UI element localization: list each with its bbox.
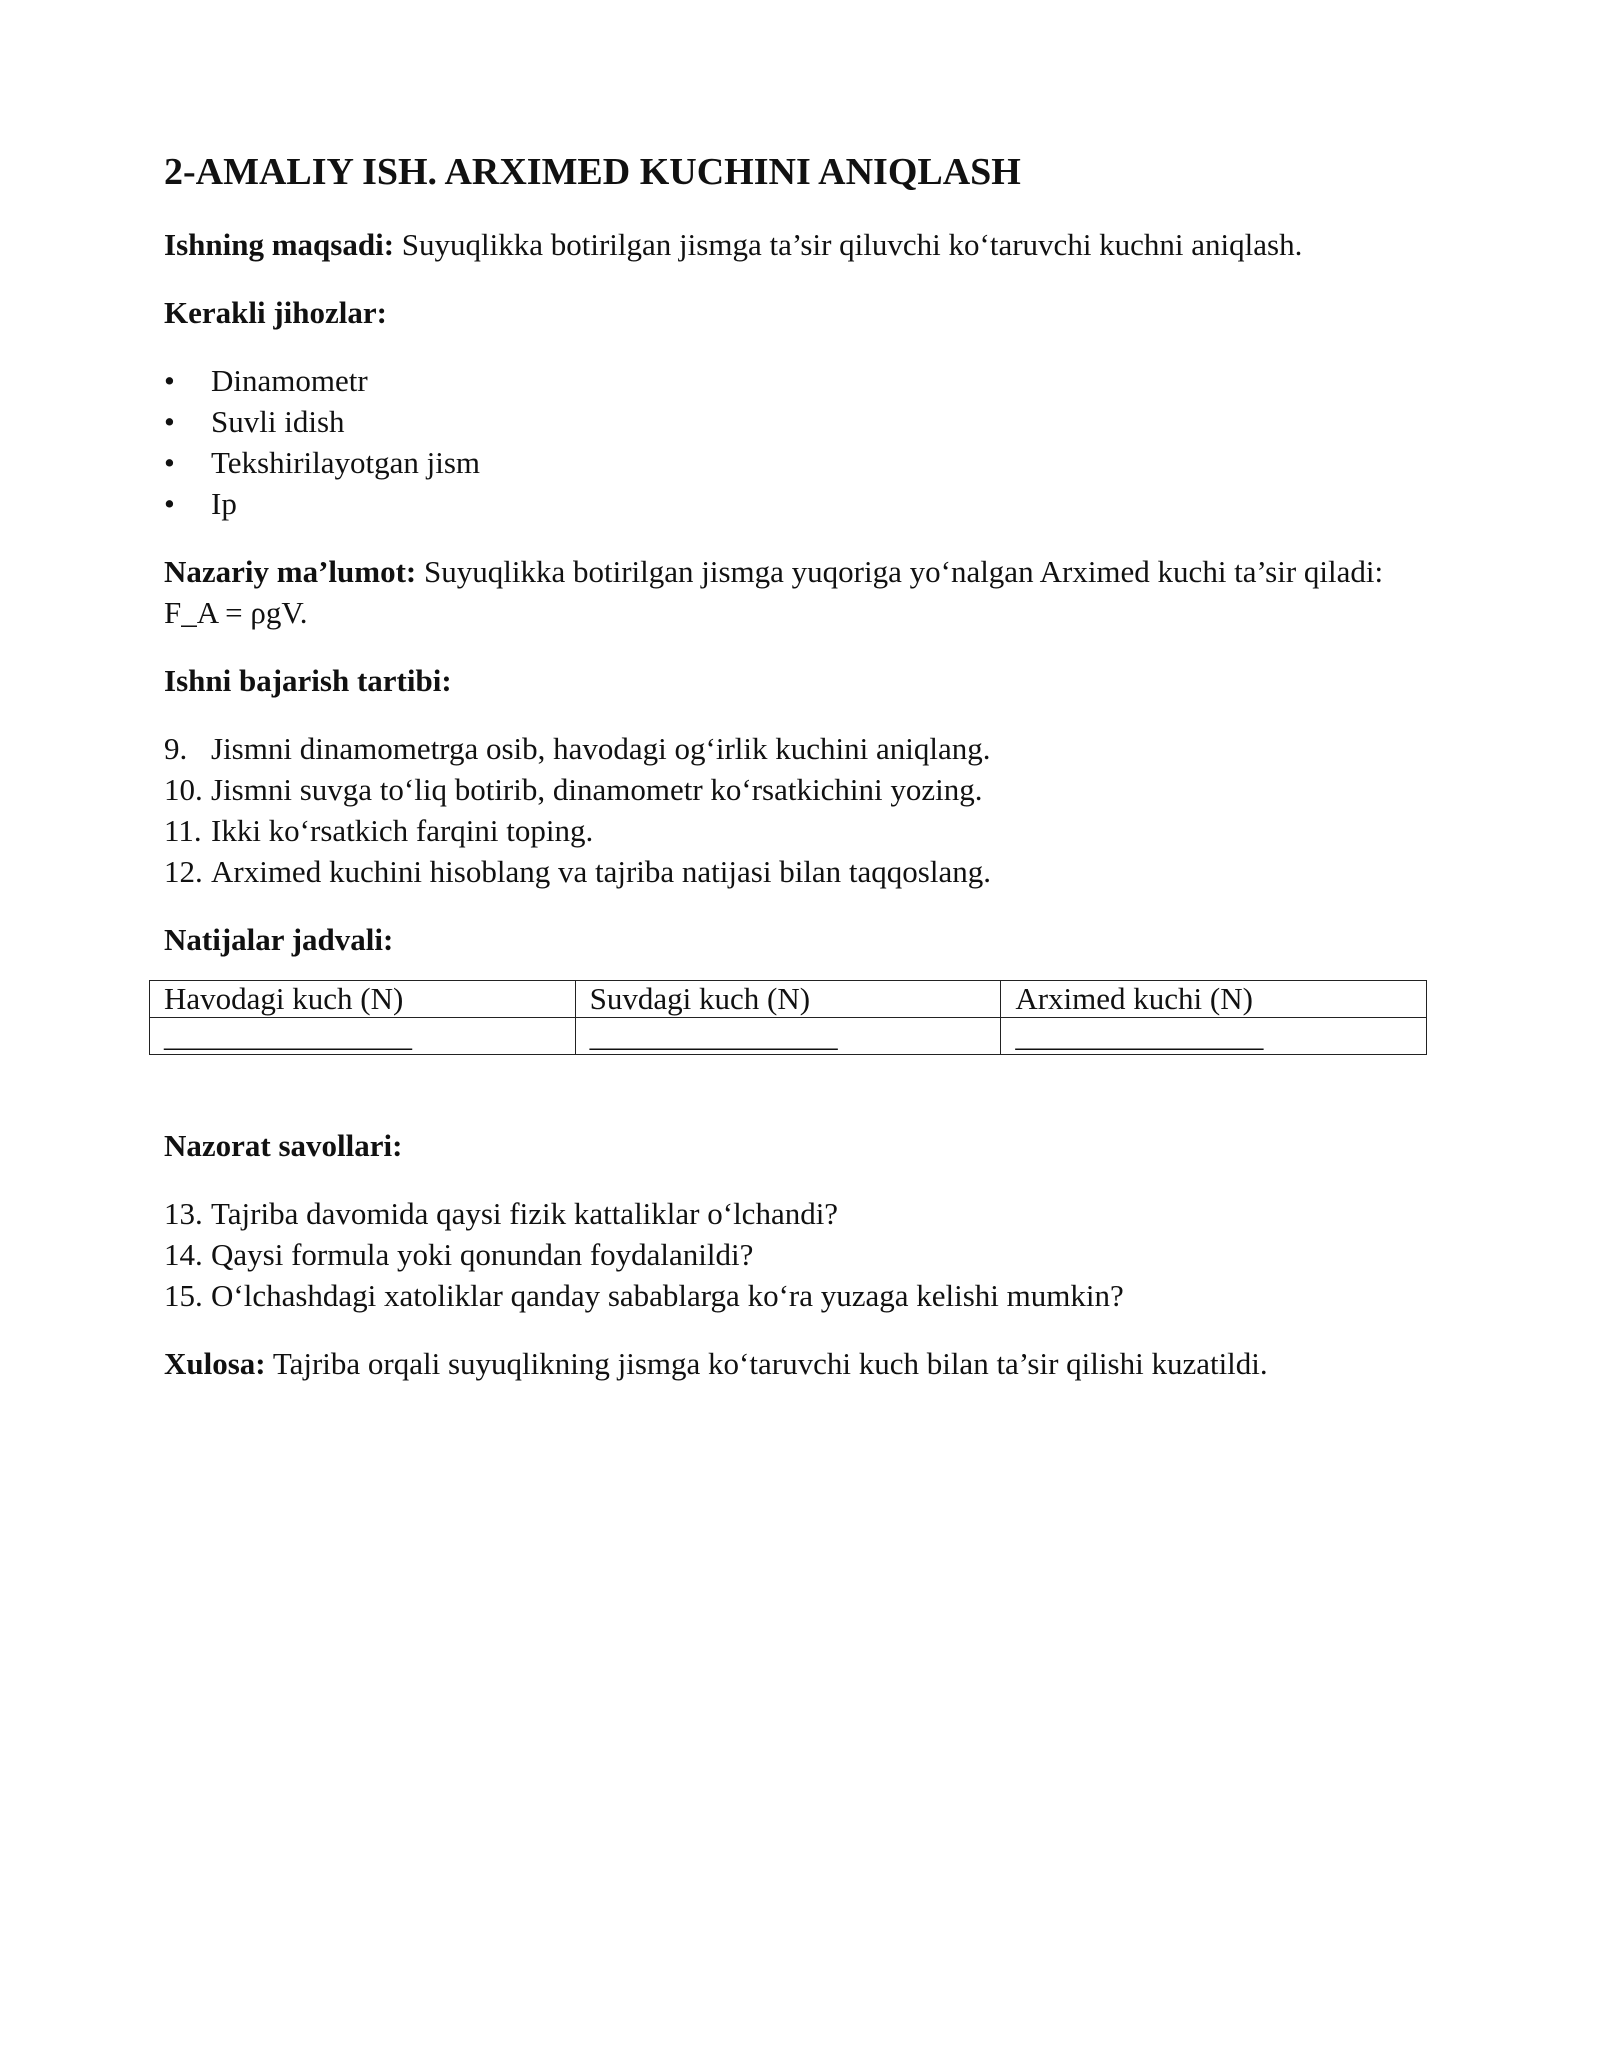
procedure-list xyxy=(164,728,1440,892)
list-item xyxy=(164,1193,1440,1234)
table-header-row xyxy=(150,981,1427,1018)
purpose-text: Suyuqlikka botirilgan jismga ta’sir qiluvchi ko‘taruvchi kuchni aniqlash. xyxy=(401,227,1303,262)
bullet-icon: • xyxy=(164,486,175,521)
list-item xyxy=(164,769,1440,810)
procedure-label: Ishni bajarish tartibi: xyxy=(164,663,452,698)
list-item xyxy=(164,1234,1440,1275)
conclusion-paragraph xyxy=(164,1343,1440,1384)
equipment-item: Tekshirilayotgan jism xyxy=(211,445,481,480)
list-item xyxy=(164,401,1440,442)
results-label: Natijalar jadvali: xyxy=(164,922,394,957)
list-item xyxy=(164,1275,1440,1316)
question-text: Qaysi formula yoki qonundan foydalanildi? xyxy=(211,1237,754,1272)
equipment-label: Kerakli jihozlar: xyxy=(164,295,387,330)
step-number: 10. xyxy=(164,772,203,807)
purpose-label: Ishning maqsadi: xyxy=(164,227,395,262)
equipment-heading xyxy=(164,292,1440,333)
table-header-cell: Arximed kuchi (N) xyxy=(1001,981,1427,1018)
step-text: Arximed kuchini hisoblang va tajriba natijasi bilan taqqoslang. xyxy=(211,854,991,889)
list-item xyxy=(164,728,1440,769)
results-table xyxy=(149,980,1427,1055)
equipment-item: Ip xyxy=(211,486,237,521)
conclusion-text: Tajriba orqali suyuqlikning jismga ko‘taruvchi kuch bilan ta’sir qilishi kuzatildi. xyxy=(272,1346,1268,1381)
step-text: Jismni dinamometrga osib, havodagi og‘irlik kuchini aniqlang. xyxy=(211,731,991,766)
list-item xyxy=(164,360,1440,401)
theory-formula: F_A = ρgV. xyxy=(164,595,308,630)
step-number: 11. xyxy=(164,813,202,848)
step-number: 9. xyxy=(164,731,188,766)
bullet-icon: • xyxy=(164,404,175,439)
theory-text: Suyuqlikka botirilgan jismga yuqoriga yo‘nalgan Arximed kuchi ta’sir qiladi: xyxy=(424,554,1384,589)
list-item xyxy=(164,442,1440,483)
theory-label: Nazariy ma’lumot: xyxy=(164,554,417,589)
bullet-icon: • xyxy=(164,445,175,480)
table-blank-cell[interactable]: ________________ xyxy=(575,1018,1001,1055)
table-row xyxy=(150,1018,1427,1055)
table-header-cell: Havodagi kuch (N) xyxy=(150,981,576,1018)
list-item xyxy=(164,851,1440,892)
equipment-list xyxy=(164,360,1440,524)
table-header-cell: Suvdagi kuch (N) xyxy=(575,981,1001,1018)
purpose-paragraph xyxy=(164,224,1440,265)
theory-paragraph xyxy=(164,551,1440,633)
equipment-item: Suvli idish xyxy=(211,404,345,439)
table-blank-cell[interactable]: ________________ xyxy=(150,1018,576,1055)
question-text: Tajriba davomida qaysi fizik kattaliklar o‘lchandi? xyxy=(211,1196,839,1231)
question-number: 15. xyxy=(164,1278,203,1313)
question-number: 14. xyxy=(164,1237,203,1272)
bullet-icon: • xyxy=(164,363,175,398)
step-text: Jismni suvga to‘liq botirib, dinamometr ko‘rsatkichini yozing. xyxy=(211,772,983,807)
questions-label: Nazorat savollari: xyxy=(164,1128,403,1163)
step-text: Ikki ko‘rsatkich farqini toping. xyxy=(211,813,594,848)
list-item xyxy=(164,810,1440,851)
conclusion-label: Xulosa: xyxy=(164,1346,266,1381)
table-blank-cell[interactable]: ________________ xyxy=(1001,1018,1427,1055)
question-text: O‘lchashdagi xatoliklar qanday sabablarga ko‘ra yuzaga kelishi mumkin? xyxy=(211,1278,1124,1313)
question-number: 13. xyxy=(164,1196,203,1231)
results-heading xyxy=(164,919,1440,960)
document-title: 2-AMALIY ISH. ARXIMED KUCHINI ANIQLASH xyxy=(164,151,1021,193)
procedure-heading xyxy=(164,660,1440,701)
step-number: 12. xyxy=(164,854,203,889)
list-item xyxy=(164,483,1440,524)
questions-heading xyxy=(164,1125,1440,1166)
equipment-item: Dinamometr xyxy=(211,363,368,398)
questions-list xyxy=(164,1193,1440,1316)
